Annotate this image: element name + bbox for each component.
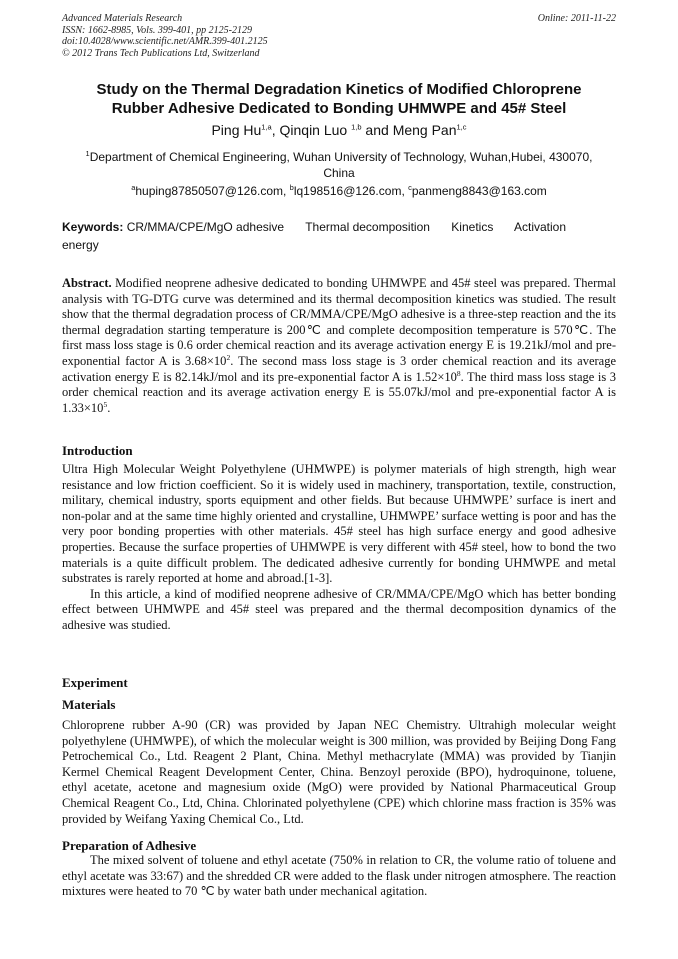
author-sep: ,: [271, 122, 280, 138]
materials-heading: Materials: [62, 697, 116, 712]
doi-line[interactable]: doi:10.4028/www.scientific.net/AMR.399-401.2125: [62, 36, 268, 47]
author-sup: 1,b: [351, 122, 362, 132]
email-address[interactable]: panmeng8843@163.com: [411, 184, 547, 198]
paragraph: The mixed solvent of toluene and ethyl acetate (750% in relation to CR, the volume ratio of toluene and ethyl acetate was 33:67) and the shredded CR were added to the flask under nitrogen atmosphere. The reaction mixtures were heated to 70 ℃ by water bath under mechanical agitation.: [62, 853, 616, 899]
email-address[interactable]: lq198516@126.com: [293, 184, 402, 198]
journal-header: [62, 13, 616, 59]
affiliation-text: Department of Chemical Engineering, Wuhan University of Technology, Wuhan,Hubei, 430070,: [89, 150, 593, 164]
affiliation: [62, 149, 616, 181]
exponent: 2: [226, 352, 231, 362]
materials-body: [62, 718, 616, 827]
email-sup: b: [289, 183, 294, 192]
author-sup: 1,c: [456, 122, 467, 132]
author-sup: 1,a: [261, 122, 272, 132]
keyword: CR/MMA/CPE/MgO adhesive: [126, 220, 285, 234]
author-name: Ping Hu: [211, 122, 262, 138]
preparation-body: [62, 853, 616, 900]
author-name: Meng Pan: [392, 122, 457, 138]
online-date: Online: 2011-11-22: [537, 13, 616, 24]
preparation-heading: Preparation of Adhesive: [62, 838, 197, 853]
paragraph: In this article, a kind of modified neoprene adhesive of CR/MMA/CPE/MgO which has better bonding effect between UHMWPE and 45# steel was prepared and the thermal decomposition dynamics of the adhesive was studied.: [62, 586, 616, 632]
abstract-text: . The second mass loss stage is 3 order chemical reaction and its average activation energy E is 82.14kJ/mol and its pre-exponential factor A is 1.52×10: [62, 353, 616, 384]
exponent: 8: [456, 368, 461, 378]
abstract: [62, 276, 616, 416]
keyword: Thermal decomposition: [305, 220, 430, 234]
keyword: Kinetics: [451, 220, 494, 234]
introduction-body: [62, 462, 616, 634]
author-list: [62, 121, 616, 139]
keywords-label: Keywords:: [62, 220, 124, 234]
email-sep: ,: [283, 184, 290, 198]
journal-name: Advanced Materials Research: [62, 13, 183, 24]
email-sup: a: [131, 183, 136, 192]
abstract-text: .: [107, 400, 111, 415]
author-sep: and: [361, 122, 393, 138]
email-sep: ,: [401, 184, 409, 198]
experiment-heading: Experiment: [62, 675, 128, 690]
keyword: Activation energy: [62, 220, 567, 252]
abstract-label: Abstract.: [62, 276, 112, 290]
title-line-1: Study on the Thermal Degradation Kinetics of Modified Chloroprene: [96, 81, 582, 98]
issn-line: ISSN: 1662-8985, Vols. 399-401, pp 2125-2129: [62, 24, 252, 36]
paragraph: Ultra High Molecular Weight Polyethylene (UHMWPE) is polymer materials of high strength, high wear resistance and low friction coefficient. So it is widely used in machinery, transportation, textile, construction, military, chemical industry, sports equipment and other fields. But because UHMWPE’ surface is inert and non-polar and at the same time highly oriented and crystalline, UHMWPE’ surface wetting is poor and has the very poor bonding properties with other materials. 45# steel has high surface energy and good adhesive properties. Because the surface properties of UHMWPE is very different with 45# steel, how to bond the two materials is a quite difficult problem. The dedicated adhesive currently for bonding UHMWPE and metal substrates is rarely reported at home and abroad.[1-3].: [62, 462, 616, 586]
abstract-text: Modified neoprene adhesive dedicated to bonding UHMWPE and 45# steel was prepared. Thermal analysis with TG-DTG curve was determined and its thermal decomposition kinetics was studied. The result show that the thermal degradation process of CR/MMA/CPE/MgO adhesive is a three-step reaction and the its thermal degradation starting temperature is 200℃ and complete decomposition temperature is 570℃. The first mass loss stage is 0.6 order chemical reaction and its average activation energy E is 19.21kJ/mol and pre-exponential factor A is 3.68×10: [62, 276, 616, 368]
affiliation-country: China: [323, 166, 355, 180]
abstract-text: . The third mass loss stage is 3 order chemical reaction and its average activation energy E is 55.07kJ/mol and pre-exponential factor A is 1.33×10: [62, 369, 616, 415]
title-line-2: Rubber Adhesive Dedicated to Bonding UHMWPE and 45# Steel: [111, 100, 567, 117]
copyright-line: © 2012 Trans Tech Publications Ltd, Switzerland: [62, 47, 260, 59]
keywords: [62, 218, 616, 254]
email-address[interactable]: huping87850507@126.com: [135, 184, 283, 198]
affiliation-sup: 1: [85, 149, 90, 158]
exponent: 5: [103, 399, 108, 409]
paper-title: [62, 80, 616, 118]
introduction-heading: Introduction: [62, 443, 133, 458]
email-sup: c: [408, 183, 412, 192]
paragraph: Chloroprene rubber A-90 (CR) was provided by Japan NEC Chemistry. Ultrahigh molecular weight polyethylene (UHMWPE), of which the molecular weight is 300 million, was provided by Beijing Dong Fang Petrochemical Co., Ltd. Reagent 2 Plant, China. Methyl methacrylate (MMA) was provided by Tianjin Kermel Chemical Reagent Development Center, China. Benzoyl peroxide (BPO), hydroquinone, toluene, ethyl acetate, acetone and magnesium oxide (MgO) were provided by National Pharmaceutical Group Chemical Reagent Co., Ltd, China. Chlorinated polyethylene (CPE) which chlorine mass fraction is 35% was provided by Weifang Yaxing Chemical Co., Ltd.: [62, 718, 616, 826]
author-name: Qinqin Luo: [279, 122, 348, 138]
email-list: [62, 183, 616, 199]
